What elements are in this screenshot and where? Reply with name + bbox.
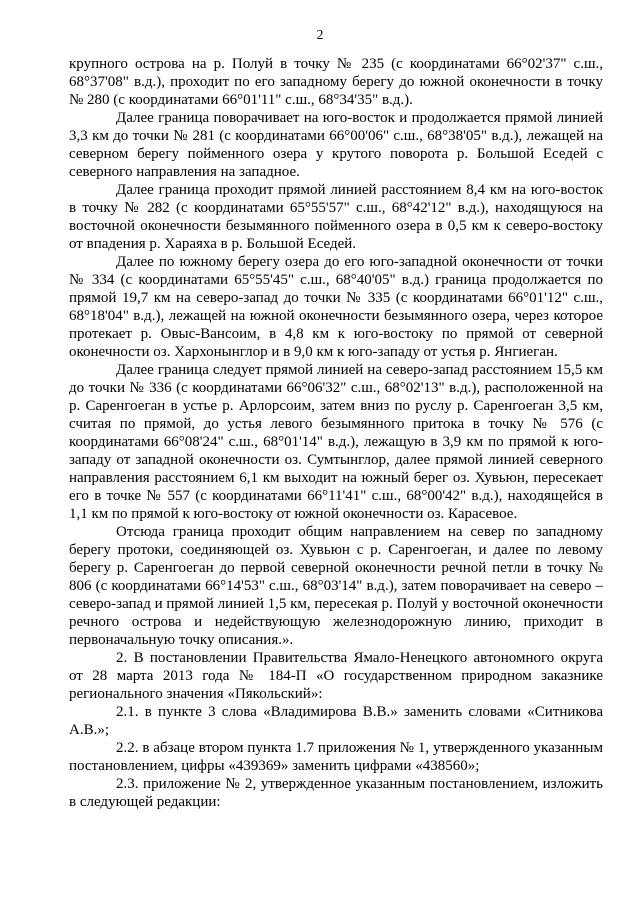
- paragraph-clause-2-1: 2.1. в пункте 3 слова «Владимирова В.В.» заменить словами «Ситникова А.В.»;: [69, 704, 603, 738]
- document-body: [69, 55, 603, 811]
- paragraph-boundary-point-282: Далее граница проходит прямой линией расстоянием 8,4 км на юго-восток в точку № 282 (с координатами 65°55'57" с.ш., 68°42'12" в.д.), находящуюся на восточной оконечности безымянного пойменного озера в 0,5 км к северо-востоку от впадения р. Хараяха в р. Большой Еседей.: [69, 182, 603, 252]
- paragraph-clause-2-3: 2.3. приложение № 2, утвержденное указанным постановлением, изложить в следующей редакции:: [69, 776, 603, 810]
- paragraph-clause-2-2: 2.2. в абзаце втором пункта 1.7 приложения № 1, утвержденного указанным постановлением, цифры «439369» заменить цифрами «438560»;: [69, 740, 603, 774]
- paragraph-boundary-point-336-557: Далее граница следует прямой линией на северо-запад расстоянием 15,5 км до точки № 336 (с координатами 66°06'32" с.ш., 68°02'13" в.д.), расположенной на р. Саренгоеган в устье р. Арлорсоим, затем вниз по руслу р. Саренгоеган 3,5 км, считая по прямой, до устья левого безымянного притока в точку № 576 (с координатами 66°08'24" с.ш., 68°01'14" в.д.), лежащую в 3,9 км по прямой к юго-западу от западной оконечности оз. Сумтынглор, далее прямой линией северного направления расстоянием 6,1 км выходит на южный берег оз. Хувьюн, пересекает его в точке № 557 (с координатами 66°11'41" с.ш., 68°00'42" в.д.), находящейся в 1,1 км по прямой к юго-востоку от южной оконечности оз. Карасевое.: [69, 362, 603, 522]
- paragraph-boundary-point-281: Далее граница поворачивает на юго-восток и продолжается прямой линией 3,3 км до точки № 281 (с координатами 66°00'06" с.ш., 68°38'05" в.д.), лежащей на северном берегу пойменного озера у крутого поворота р. Большой Еседей с северного направления на западное.: [69, 110, 603, 180]
- page-number: 2: [316, 27, 324, 42]
- paragraph-clause-2: 2. В постановлении Правительства Ямало-Ненецкого автономного округа от 28 марта 2013 года № 184-П «О государственном природном заказнике регионального значения «Пякольский»:: [69, 650, 603, 702]
- paragraph-boundary-point-334-335: Далее по южному берегу озера до его юго-западной оконечности от точки № 334 (с координатами 65°55'45" с.ш., 68°40'05" в.д.) граница продолжается по прямой 19,7 км на северо-запад до точки № 335 (с координатами 66°01'12" с.ш., 68°18'04" в.д.), лежащей на южной оконечности безымянного озера, через которое протекает р. Овыс-Вансоим, в 4,8 км к юго-востоку по прямой от северной оконечности оз. Хархонынглор и в 9,0 км к юго-западу от устья р. Янгиеган.: [69, 254, 603, 360]
- paragraph-boundary-point-806: Отсюда граница проходит общим направлением на север по западному берегу протоки, соединяющей оз. Хувьюн с р. Саренгоеган, и далее по левому берегу р. Саренгоеган до первой северной оконечности речной петли в точку № 806 (с координатами 66°14'53" с.ш., 68°03'14" в.д.), затем поворачивает на северо – северо-запад и прямой линией 1,5 км, пересекая р. Полуй у восточной оконечности речного острова и недействующую железнодорожную линию, приходит в первоначальную точку описания.».: [69, 524, 603, 648]
- paragraph-continuation: крупного острова на р. Полуй в точку № 235 (с координатами 66°02'37" с.ш., 68°37'08" в.д.), проходит по его западному берегу до южной оконечности в точку № 280 (с координатами 66°01'11" с.ш., 68°34'35" в.д.).: [69, 56, 603, 108]
